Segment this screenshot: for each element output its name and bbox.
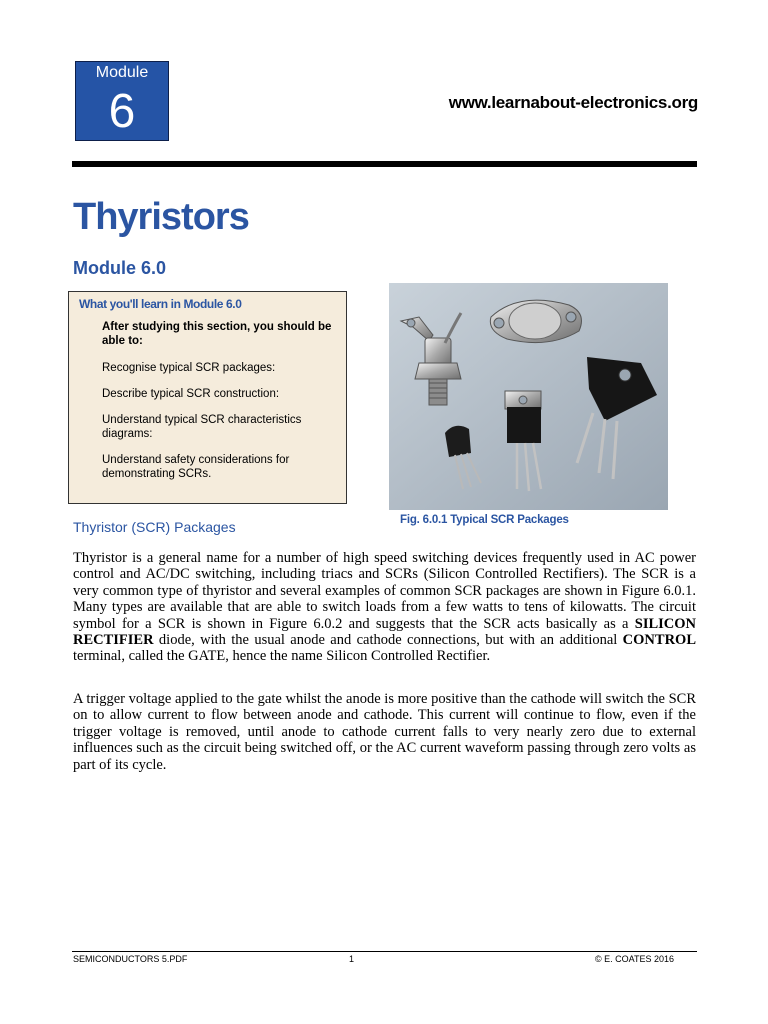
- emphasis-silicon-rectifier: SILICON RECTIFIER: [73, 615, 696, 649]
- module-badge: [75, 61, 169, 141]
- module-number: 6: [108, 85, 136, 138]
- page-subtitle: Module 6.0: [73, 258, 167, 278]
- page-title: Thyristors: [73, 196, 249, 238]
- paragraph-text: Thyristor is a general name for a number of high speed switching devices frequently used in AC power control and AC/DC switching, including triacs and SCRs (Silicon Controlled Rectifiers). The SCR is a very common type of thyristor and several examples of common SCR packages are shown in Figure 6.0.1. Many types are available that are able to switch loads from a few watts to tens of kilowatts. The circuit symbol for a SCR is shown in Figure 6.0.2 and suggests that the SCR acts basically as a: [73, 550, 696, 632]
- section-heading: Thyristor (SCR) Packages: [73, 519, 236, 535]
- learning-objectives-box: [68, 291, 347, 504]
- site-url[interactable]: www.learnabout-electronics.org: [448, 93, 698, 112]
- paragraph-text: terminal, called the GATE, hence the name Silicon Controlled Rectifier.: [73, 648, 491, 665]
- body-paragraph: [73, 550, 696, 665]
- learning-objective-item: Describe typical SCR construction:: [102, 388, 280, 400]
- footer-divider: [72, 951, 697, 952]
- learning-objective-item: Understand safety considerations for demonstrating SCRs.: [102, 454, 290, 480]
- paragraph-text: diode, with the usual anode and cathode connections, but with an additional: [153, 632, 623, 649]
- footer-copyright: © E. COATES 2016: [595, 954, 674, 964]
- footer-filename: SEMICONDUCTORS 5.PDF: [73, 954, 188, 964]
- learning-objectives-intro: After studying this section, you should be able to:: [102, 321, 332, 347]
- figure-caption: Fig. 6.0.1 Typical SCR Packages: [400, 514, 569, 526]
- emphasis-control: CONTROL: [622, 632, 696, 649]
- footer-page-number: 1: [349, 954, 355, 964]
- body-paragraph: A trigger voltage applied to the gate whilst the anode is more positive than the cathode will switch the SCR on to allow current to flow between anode and cathode. This current will continue to flow, even if the trigger voltage is removed, until anode to cathode current falls to very nearly zero due to external influences such as the circuit being switched off, or the AC current waveform passing through zero volts as part of its cycle.: [73, 691, 696, 773]
- learning-objective-item: Understand typical SCR characteristics diagrams:: [102, 414, 302, 440]
- learning-objectives-title: What you'll learn in Module 6.0: [79, 297, 242, 311]
- scr-packages-photo: [389, 283, 668, 510]
- header-divider: [72, 161, 697, 167]
- module-label: Module: [95, 64, 149, 81]
- learning-objective-item: Recognise typical SCR packages:: [102, 362, 276, 374]
